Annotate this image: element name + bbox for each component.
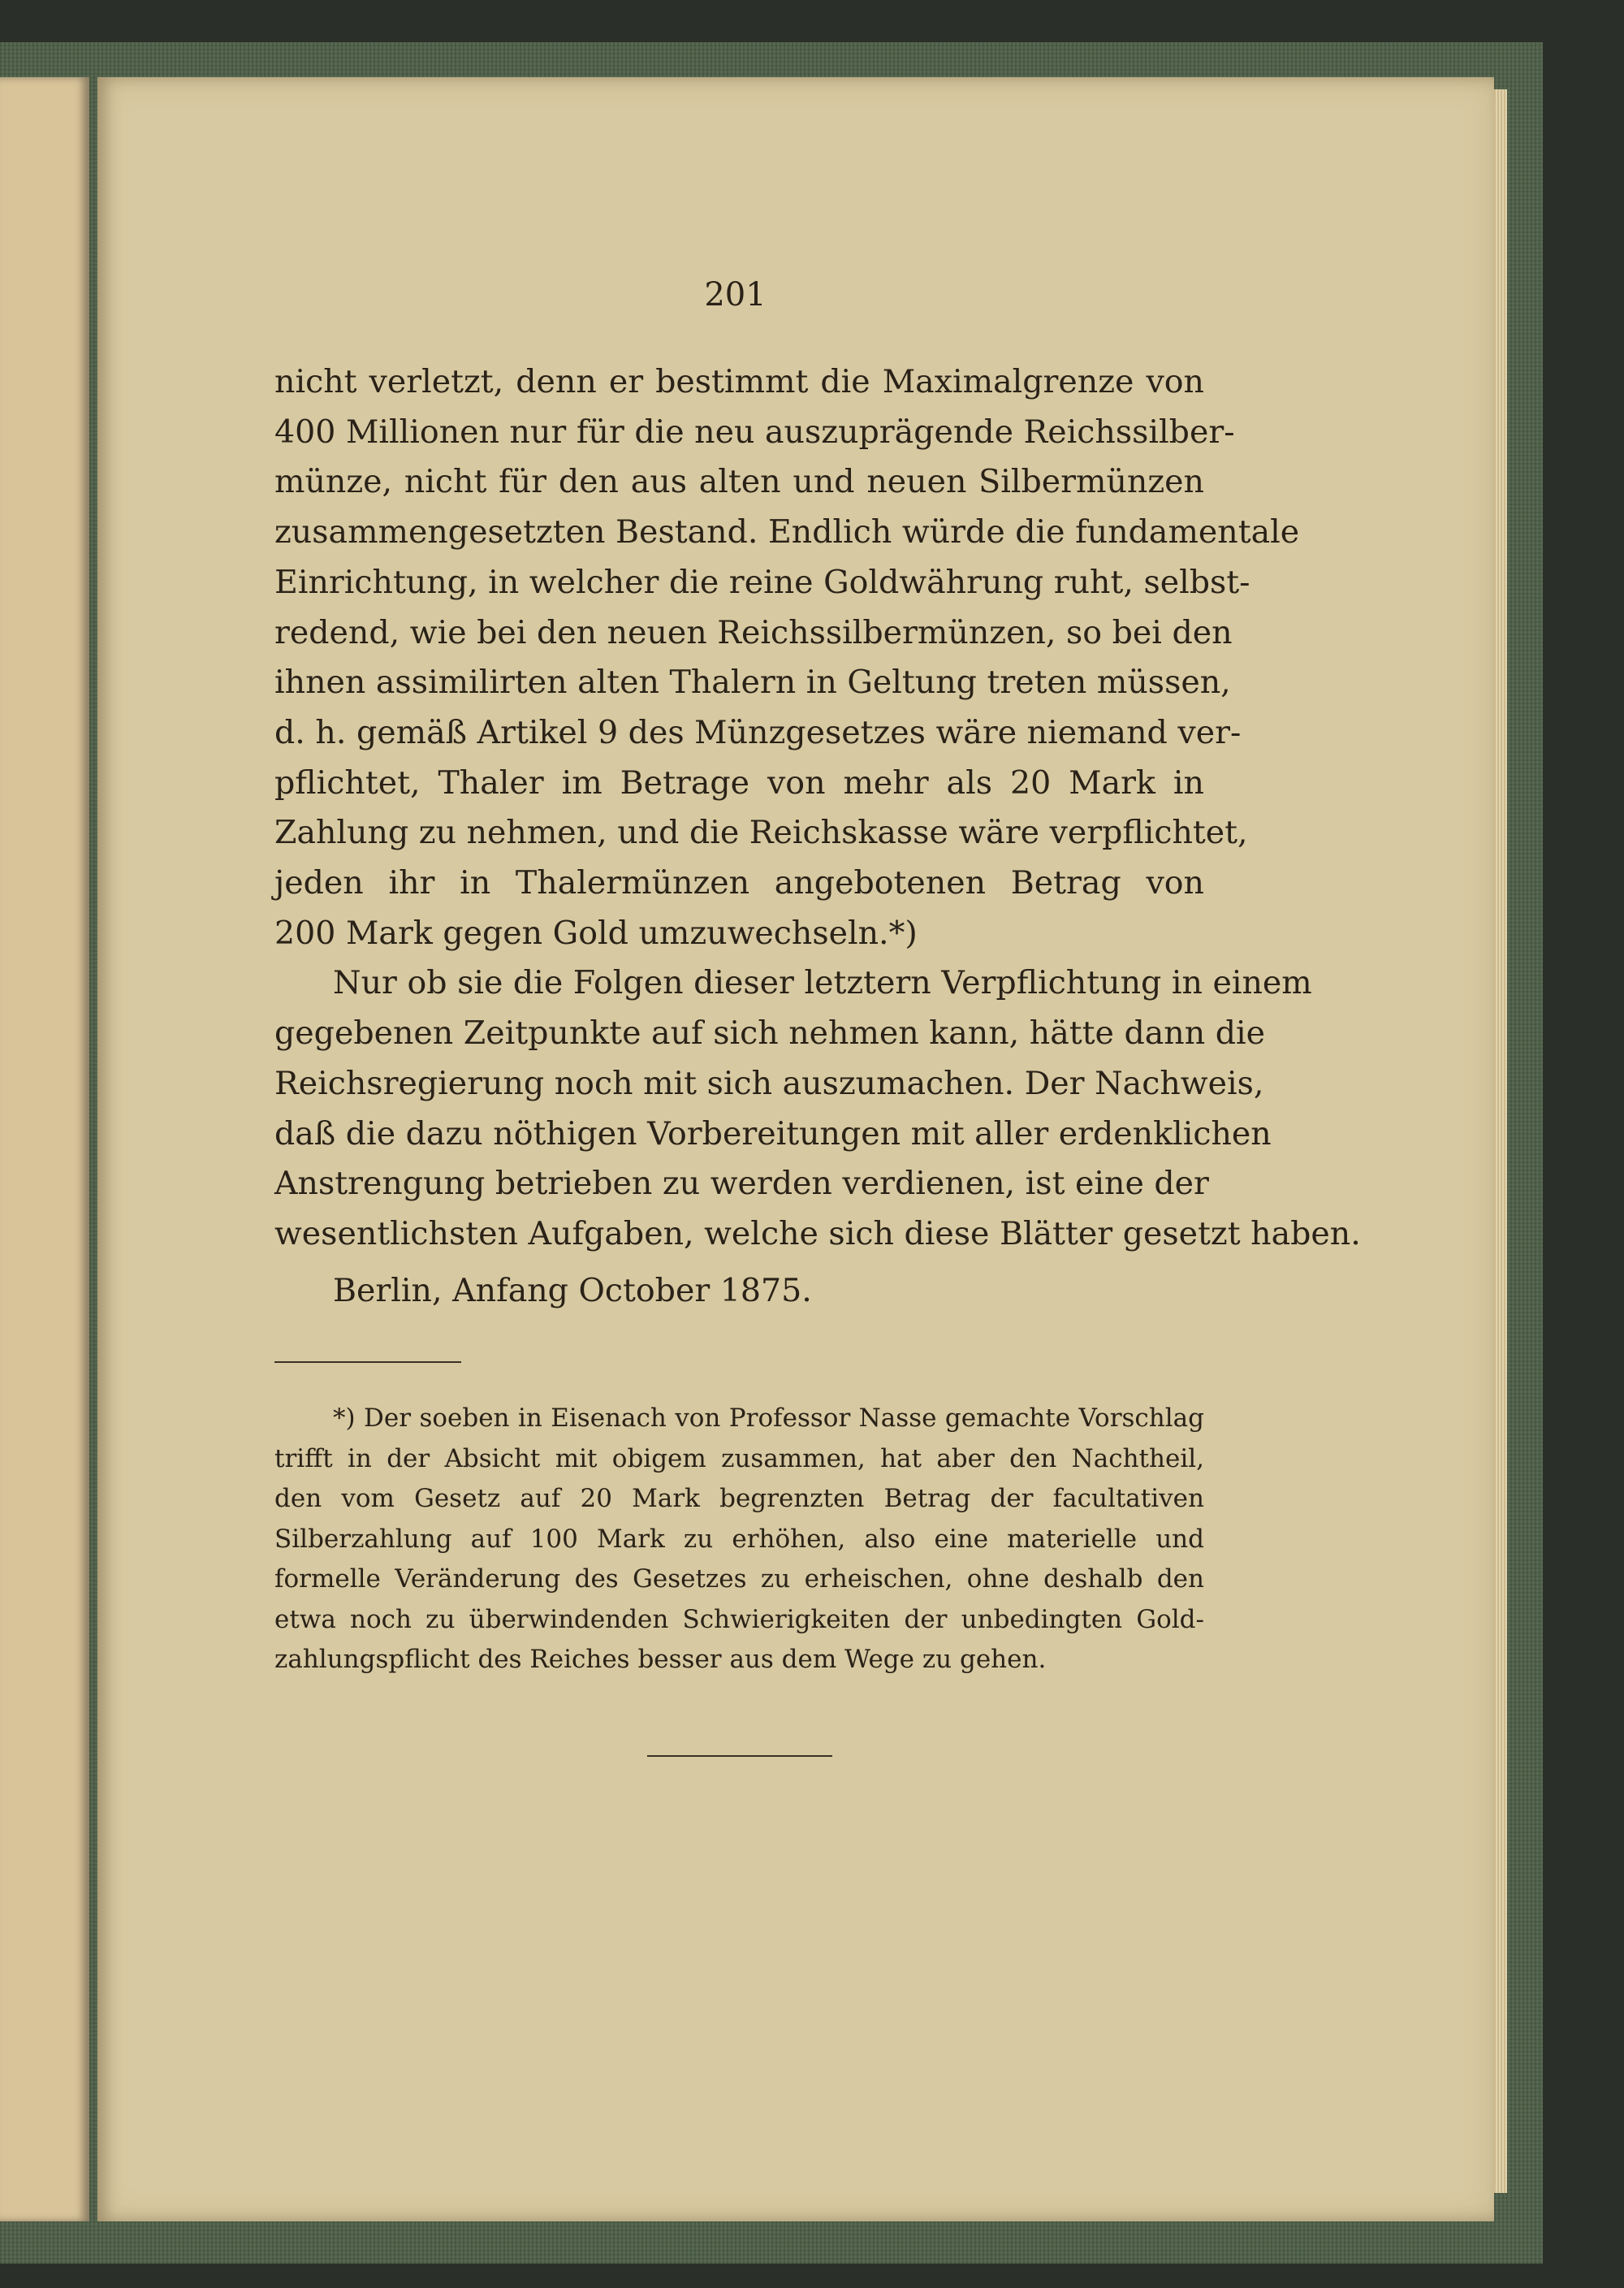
signature-line: Berlin, Anfang October 1875. [333,1271,812,1309]
text-line: gegebenen Zeitpunkte auf sich nehmen kann, hätte dann die [274,1014,1266,1053]
text-line: 200 Mark gegen Gold umzuwechseln.*) [274,914,918,952]
footnote-line: trifft in der Absicht mit obigem zusammen, hat aber den Nachtheil, [274,1443,1204,1473]
text-line: Zahlung zu nehmen, und die Reichskasse wäre verpflichtet, [274,814,1248,852]
text-line: daß die dazu nöthigen Vorbereitungen mit aller erdenklichen [274,1114,1272,1153]
footnote-separator [274,1361,461,1363]
footnote-line: den vom Gesetz auf 20 Mark begrenzten Betrag der facultativen [274,1484,1204,1513]
end-rule [647,1755,832,1757]
page-number: 201 [704,276,767,314]
text-line: wesentlichsten Aufgaben, welche sich diese Blätter gesetzt haben. [274,1214,1361,1252]
previous-page-edge [0,77,89,2221]
main-text [274,357,1361,1316]
text-line: 400 Millionen nur für die neu auszuprägende Reichssilber- [274,413,1235,451]
text-line: Anstrengung betrieben zu werden verdienen, ist eine der [274,1165,1209,1203]
footnote [274,1399,1204,1680]
text-line: redend, wie bei den neuen Reichssilbermünzen, so bei den [274,613,1233,651]
text-line: jeden ihr in Thalermünzen angebotenen Betrag von [274,864,1204,902]
text-line: Einrichtung, in welcher die reine Goldwährung ruht, selbst- [274,563,1250,601]
footnote-line: *) Der soeben in Eisenach von Professor Nasse gemachte Vorschlag [333,1404,1204,1433]
text-line: zusammengesetzten Bestand. Endlich würde die fundamentale [274,513,1300,551]
page-block-edge [1494,89,1507,2193]
footnote-line: formelle Veränderung des Gesetzes zu erheischen, ohne deshalb den [274,1564,1204,1594]
text-line: nicht verletzt, denn er bestimmt die Maximalgrenze von [274,363,1204,400]
text-line: pflichtet, Thaler im Betrage von mehr als 20 Mark in [274,763,1204,802]
footnote-line: Silberzahlung auf 100 Mark zu erhöhen, also eine materielle und [274,1524,1204,1554]
footnote-line: etwa noch zu überwindenden Schwierigkeiten der unbedingten Gold- [274,1604,1204,1634]
text-line: münze, nicht für den aus alten und neuen Silbermünzen [274,463,1204,501]
footnote-line: zahlungspflicht des Reiches besser aus dem Wege zu gehen. [274,1645,1047,1674]
text-line: d. h. gemäß Artikel 9 des Münzgesetzes wäre niemand ver- [274,713,1242,751]
text-line: Reichsregierung noch mit sich auszumachen. Der Nachweis, [274,1064,1264,1102]
text-line: Nur ob sie die Folgen dieser letztern Verpflichtung in einem [333,964,1312,1002]
text-line: ihnen assimilirten alten Thalern in Geltung treten müssen, [274,664,1231,702]
